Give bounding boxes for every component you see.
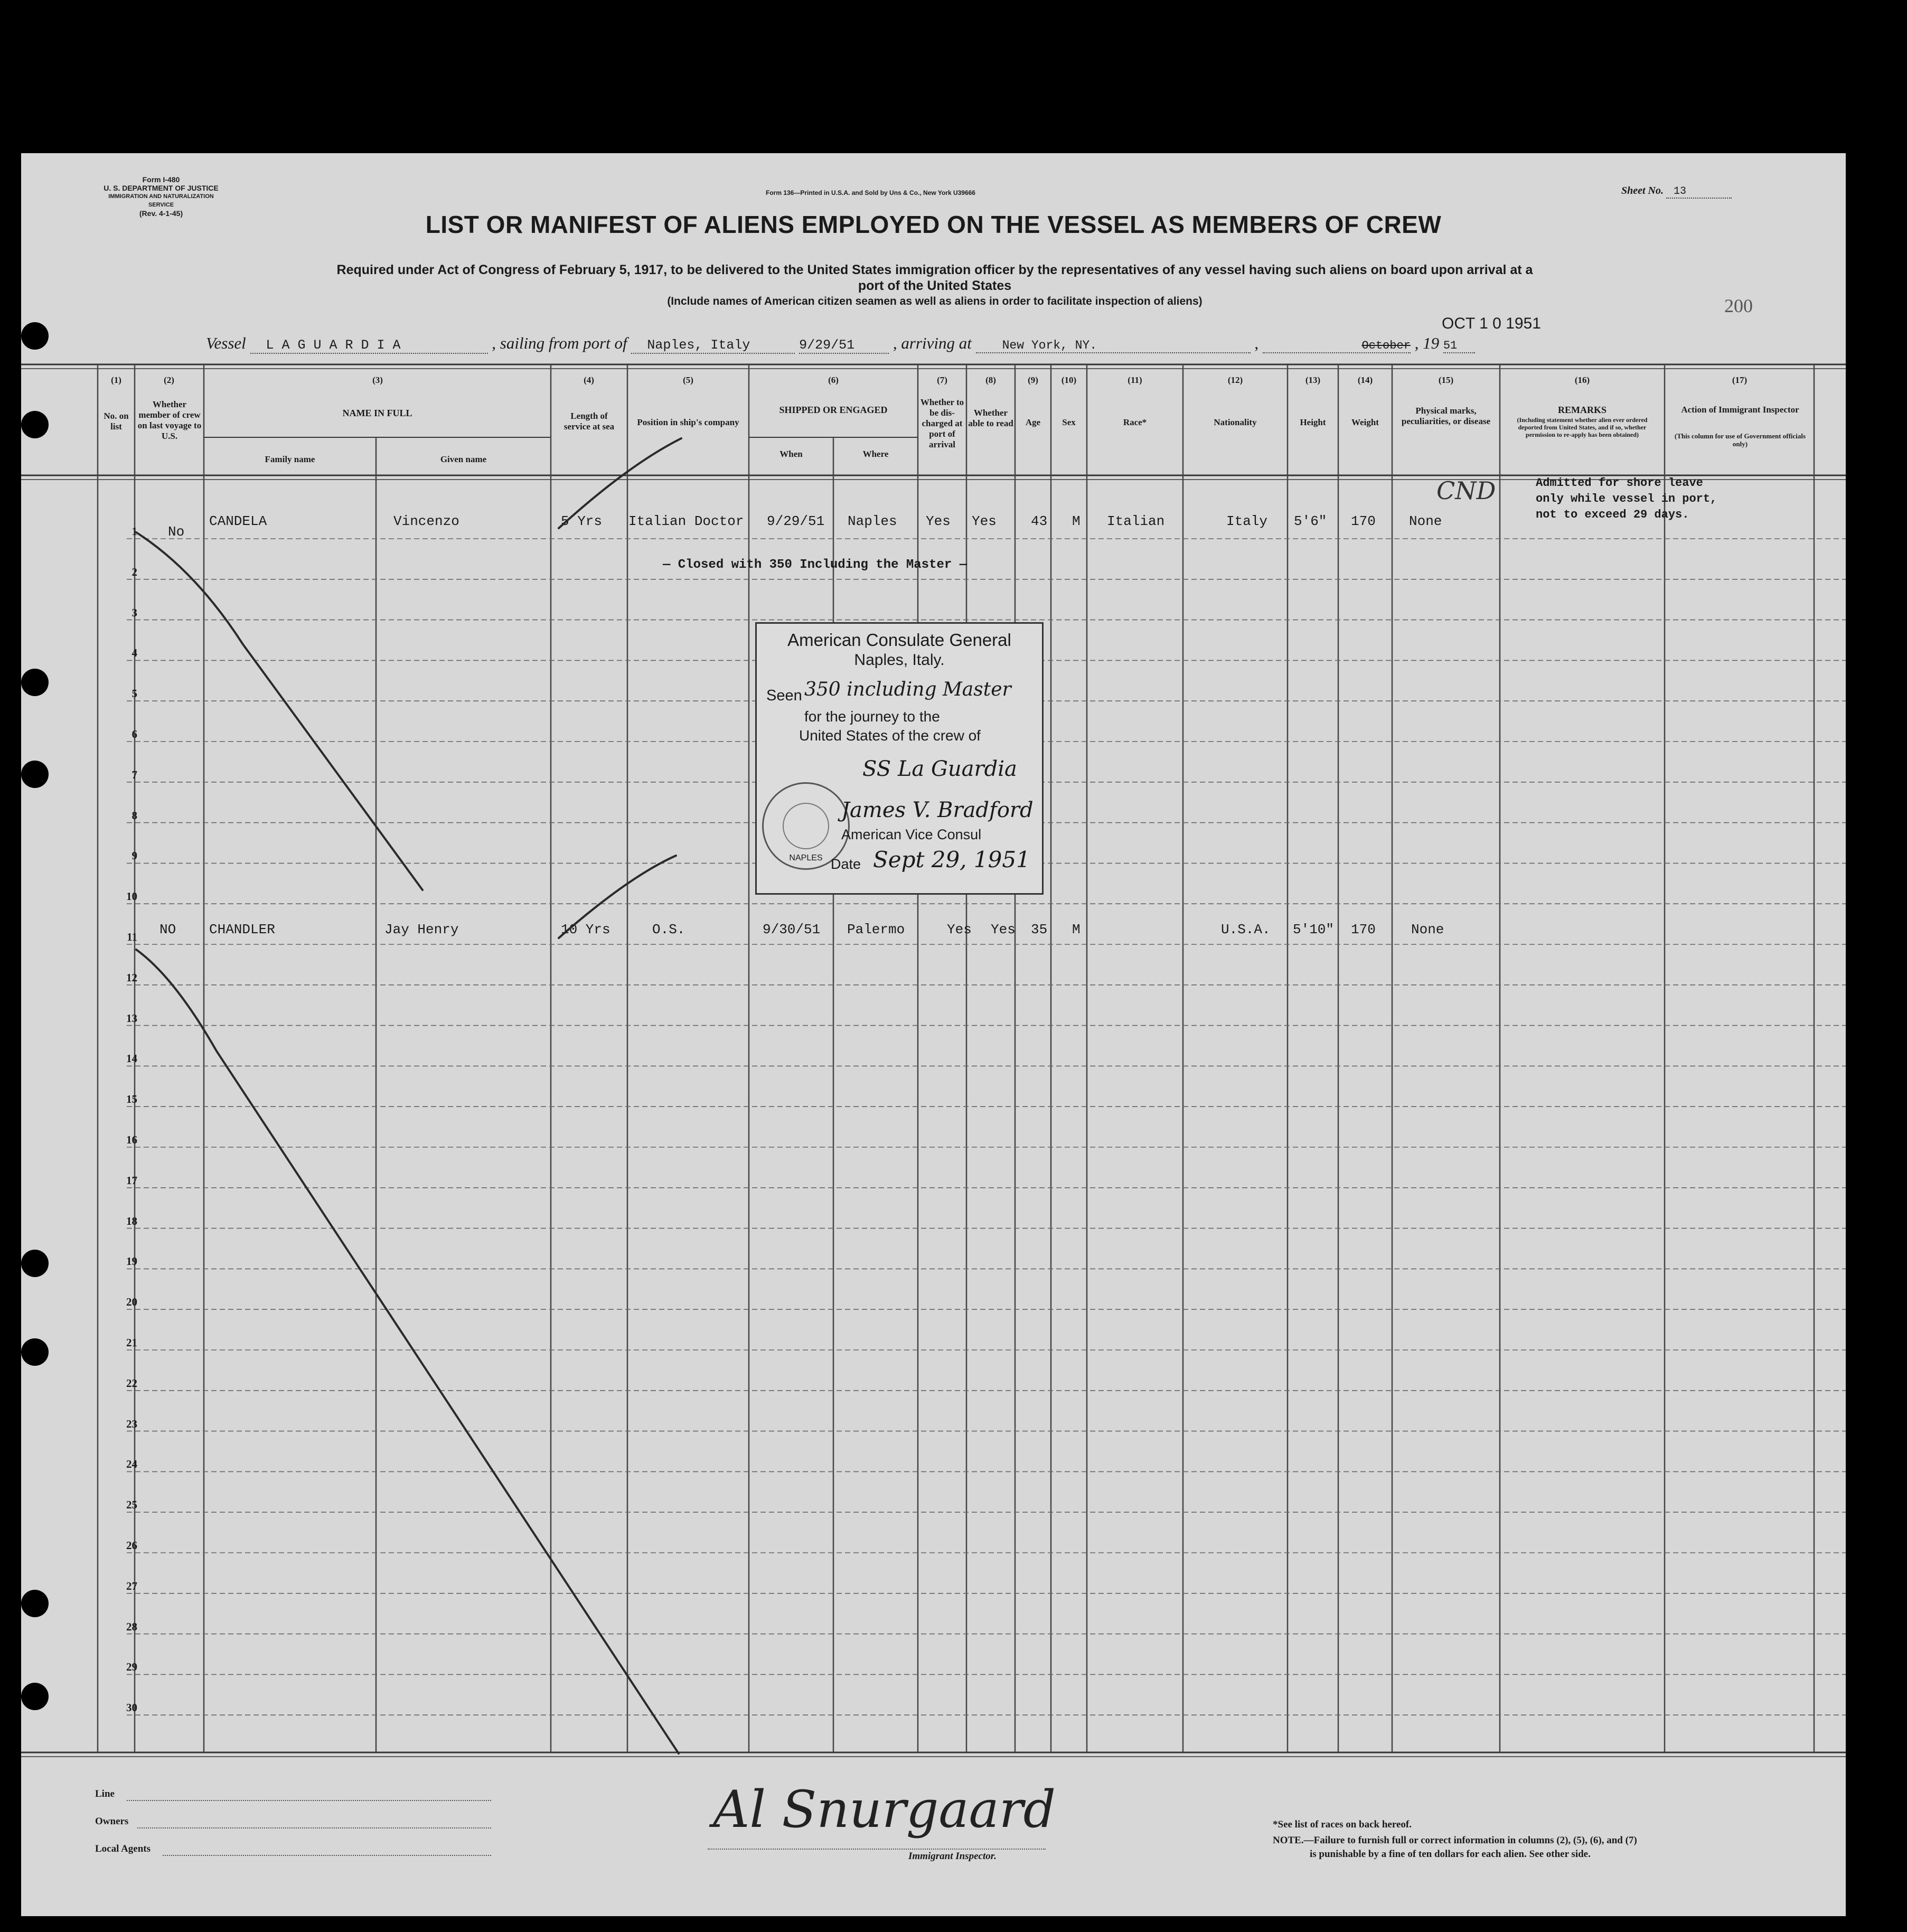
- footer-agents-label: Local Agents: [95, 1843, 151, 1854]
- vessel-label: Vessel: [206, 334, 246, 352]
- position-cell: O.S.: [652, 922, 685, 937]
- height-cell: 5'10": [1293, 922, 1335, 937]
- height-cell: 5'6": [1294, 513, 1327, 529]
- given-name-cell: Vincenzo: [393, 513, 459, 529]
- col-num-16: (16): [1574, 375, 1590, 385]
- row-number: 17: [126, 1174, 137, 1187]
- col-head-service: Length of service at sea: [563, 411, 615, 432]
- col-head-action: Action of Immigrant Inspector: [1681, 405, 1799, 415]
- row-number: 12: [126, 971, 137, 984]
- stamp-line2: Naples, Italy.: [854, 651, 945, 669]
- arriving-label: , arriving at: [893, 334, 972, 352]
- col-num-9: (9): [1028, 375, 1038, 385]
- marks-cell: None: [1409, 513, 1442, 529]
- subtitle-line1: Required under Act of Congress of February 5, 1917, to be delivered to the United States immigration officer by the representatives of any vessel having such aliens on board upon arrival at a: [336, 262, 1533, 277]
- read-cell: Yes: [972, 513, 997, 529]
- col-subhead-action-note: (This column for use of Government officials only): [1674, 432, 1806, 448]
- revision: (Rev. 4-1-45): [139, 209, 183, 218]
- inspector-signature-line: [708, 1849, 1046, 1850]
- stamp-seen-label: Seen: [766, 687, 802, 704]
- seal-text: NAPLES: [789, 854, 823, 862]
- handwritten-strike-marks: [21, 153, 1846, 1916]
- marks-cell: None: [1411, 922, 1444, 937]
- position-cell: Italian Doctor: [628, 513, 744, 529]
- col-num-2: (2): [164, 375, 174, 385]
- row-number: 24: [126, 1458, 137, 1471]
- where-cell: Palermo: [847, 922, 905, 937]
- col-head-race: Race*: [1123, 417, 1147, 427]
- service-name: IMMIGRATION AND NATURALIZATION SERVICE: [108, 193, 214, 208]
- prev-voyage-cell: NO: [159, 922, 176, 937]
- col-num-11: (11): [1128, 375, 1142, 385]
- col-num-6: (6): [828, 375, 839, 385]
- row-number: 3: [131, 606, 137, 619]
- col-head-shipped: SHIPPED OR ENGAGED: [779, 405, 888, 415]
- inspector-signature: Al Snurgaard: [713, 1780, 1056, 1839]
- stamp-date-label: Date: [831, 856, 861, 872]
- col-head-read: Whether able to read: [968, 408, 1013, 428]
- col-head-height: Height: [1300, 417, 1326, 427]
- row-number: 20: [126, 1296, 137, 1309]
- weight-cell: 170: [1351, 513, 1376, 529]
- col-head-sex: Sex: [1062, 417, 1076, 427]
- row-number: 27: [126, 1579, 137, 1592]
- binder-hole: [21, 322, 49, 350]
- col-num-17: (17): [1732, 375, 1748, 385]
- sex-cell: M: [1072, 513, 1081, 529]
- printer-line: Form 136—Printed in U.S.A. and Sold by Uns & Co., New York U39666: [766, 189, 975, 196]
- col-num-5: (5): [683, 375, 693, 385]
- subtitle-line3: (Include names of American citizen seamen as well as aliens in order to facilitate inspection of aliens): [667, 295, 1203, 307]
- stamp-line1: American Consulate General: [787, 630, 1011, 650]
- row-number: 13: [126, 1011, 137, 1025]
- row-number: 7: [131, 768, 137, 781]
- manifest-page: [21, 153, 1846, 1916]
- row-number: 23: [126, 1417, 137, 1430]
- col-num-14: (14): [1357, 375, 1373, 385]
- row-number: 25: [126, 1498, 137, 1512]
- sex-cell: M: [1072, 922, 1081, 937]
- col-num-3: (3): [372, 375, 383, 385]
- binder-hole: [21, 1590, 49, 1617]
- age-cell: 43: [1031, 513, 1048, 529]
- row-number: 26: [126, 1539, 137, 1552]
- age-cell: 35: [1031, 922, 1048, 937]
- row-number: 16: [126, 1133, 137, 1146]
- department: U. S. DEPARTMENT OF JUSTICE: [104, 184, 219, 192]
- stamp-date-handwritten: Sept 29, 1951: [873, 847, 1030, 873]
- col-head-no: No. on list: [104, 411, 129, 432]
- departure-date: 9/29/51: [799, 337, 889, 354]
- when-cell: 9/30/51: [763, 922, 821, 937]
- binder-hole: [21, 761, 49, 788]
- service-cell: 10 Yrs: [561, 922, 610, 937]
- col-head-remarks: REMARKS: [1557, 405, 1607, 415]
- row-number: 29: [126, 1661, 137, 1674]
- date-stamp: OCT 1 0 1951: [1442, 315, 1541, 332]
- binder-hole: [21, 1338, 49, 1366]
- col-num-12: (12): [1227, 375, 1243, 385]
- family-name-cell: CHANDLER: [209, 922, 275, 937]
- row-number: 22: [126, 1376, 137, 1390]
- col-subhead-when: When: [779, 449, 803, 459]
- row-number: 2: [131, 565, 137, 578]
- row-number: 5: [131, 687, 137, 700]
- col-num-10: (10): [1061, 375, 1077, 385]
- footer-agents-field: [163, 1855, 491, 1856]
- binder-hole: [21, 1683, 49, 1710]
- col-head-position: Position in ship's company: [637, 417, 739, 427]
- departure-port: Naples, Italy: [631, 337, 795, 354]
- col-subhead-remarks-note: (Including statement whether alien ever ordered deported from United States, and if so, whether permission to re-apply has been obtained): [1517, 416, 1648, 438]
- form-number: Form I-480: [142, 175, 180, 184]
- stamp-consul-title: American Vice Consul: [841, 827, 982, 842]
- col-subhead-where: Where: [862, 449, 889, 459]
- page-number-stamp: 200: [1724, 295, 1753, 316]
- subtitle-line2: port of the United States: [858, 278, 1012, 293]
- col-head-weight: Weight: [1351, 417, 1379, 427]
- family-name-cell: CANDELA: [209, 513, 267, 529]
- remarks-stamp: Admitted for shore leave only while vessel in port, not to exceed 29 days.: [1536, 476, 1717, 521]
- col-num-8: (8): [985, 375, 996, 385]
- when-cell: 9/29/51: [767, 513, 825, 529]
- stamp-line5: United States of the crew of: [799, 727, 981, 744]
- closed-note: — Closed with 350 Including the Master —: [663, 558, 967, 572]
- sheet-label: Sheet No.: [1621, 185, 1664, 196]
- col-num-7: (7): [937, 375, 947, 385]
- col-num-1: (1): [111, 375, 121, 385]
- row-number: 8: [131, 809, 137, 822]
- row-number: 11: [127, 931, 137, 943]
- row-number: 9: [131, 849, 137, 862]
- footer-note-races: *See list of races on back hereof.: [1273, 1819, 1412, 1830]
- col-num-15: (15): [1438, 375, 1454, 385]
- vessel-line: Vessel L A G U A R D I A , sailing from port of Naples, Italy 9/29/51 , arriving at New York, NY. , October , 19 51: [206, 334, 1685, 354]
- arrival-port: New York, NY.: [976, 339, 1251, 353]
- binder-hole: [21, 411, 49, 438]
- row-number: 4: [131, 646, 137, 660]
- col-subhead-family: Family name: [265, 454, 315, 464]
- year-value: 51: [1443, 339, 1475, 353]
- nationality-cell: Italy: [1226, 513, 1268, 529]
- row-number: 28: [126, 1620, 137, 1633]
- stamp-seen-handwritten: 350 including Master: [804, 679, 1011, 700]
- prev-voyage-cell: No: [168, 524, 185, 540]
- service-cell: 5 Yrs: [561, 513, 603, 529]
- nationality-cell: U.S.A.: [1221, 922, 1271, 937]
- col-head-age: Age: [1025, 417, 1041, 427]
- row-number: 10: [126, 890, 137, 903]
- row-number: 15: [126, 1093, 137, 1106]
- sheet-number: 13: [1666, 185, 1732, 199]
- footer-owners-label: Owners: [95, 1816, 129, 1827]
- binder-hole: [21, 1250, 49, 1277]
- row-number: 1: [131, 525, 137, 538]
- col-num-13: (13): [1305, 375, 1321, 385]
- arrival-month-struck: October: [1263, 339, 1411, 353]
- inspector-title: Immigrant Inspector.: [908, 1851, 997, 1862]
- page-title: LIST OR MANIFEST OF ALIENS EMPLOYED ON THE VESSEL AS MEMBERS OF CREW: [425, 211, 1442, 238]
- footer-note-fine-1: NOTE.—Failure to furnish full or correct information in columns (2), (5), (6), and (7): [1273, 1835, 1637, 1846]
- col-subhead-given: Given name: [440, 454, 487, 464]
- row-number: 21: [126, 1336, 137, 1349]
- binder-hole: [21, 669, 49, 696]
- row-number: 6: [131, 728, 137, 740]
- col-head-prev-voyage: Whether member of crew on last voyage to U.S.: [137, 399, 202, 441]
- row-number: 18: [126, 1214, 137, 1227]
- stamp-line4: for the journey to the: [804, 708, 940, 725]
- given-name-cell: Jay Henry: [384, 922, 459, 937]
- discharged-cell: Yes: [947, 922, 972, 937]
- year-prefix: 19: [1423, 334, 1440, 352]
- col-head-discharged: Whether to be dis-charged at port of arrival: [920, 397, 964, 449]
- row-number: 14: [126, 1052, 137, 1065]
- race-cell: Italian: [1107, 513, 1165, 529]
- col-head-physical: Physical marks, peculiarities, or disease: [1401, 406, 1491, 426]
- sailing-label: , sailing from port of: [492, 334, 627, 352]
- weight-cell: 170: [1351, 922, 1376, 937]
- remarks-handwritten-mark: CND: [1436, 476, 1496, 505]
- footer-note-fine-2: is punishable by a fine of ten dollars for each alien. See other side.: [1310, 1849, 1591, 1860]
- col-head-name: NAME IN FULL: [342, 408, 412, 418]
- footer-line-label: Line: [95, 1788, 115, 1799]
- vice-consul-signature: James V. Bradford: [841, 798, 1034, 822]
- footer-owners-field: [137, 1827, 491, 1828]
- col-num-4: (4): [584, 375, 594, 385]
- footer-line-field: [127, 1800, 491, 1801]
- discharged-cell: Yes: [926, 513, 951, 529]
- col-head-nationality: Nationality: [1214, 417, 1257, 427]
- where-cell: Naples: [848, 513, 897, 529]
- row-number: 30: [126, 1701, 137, 1714]
- vessel-name: L A G U A R D I A: [250, 337, 488, 354]
- stamp-vessel-handwritten: SS La Guardia: [862, 757, 1017, 781]
- row-number: 19: [126, 1255, 137, 1268]
- read-cell: Yes: [991, 922, 1016, 937]
